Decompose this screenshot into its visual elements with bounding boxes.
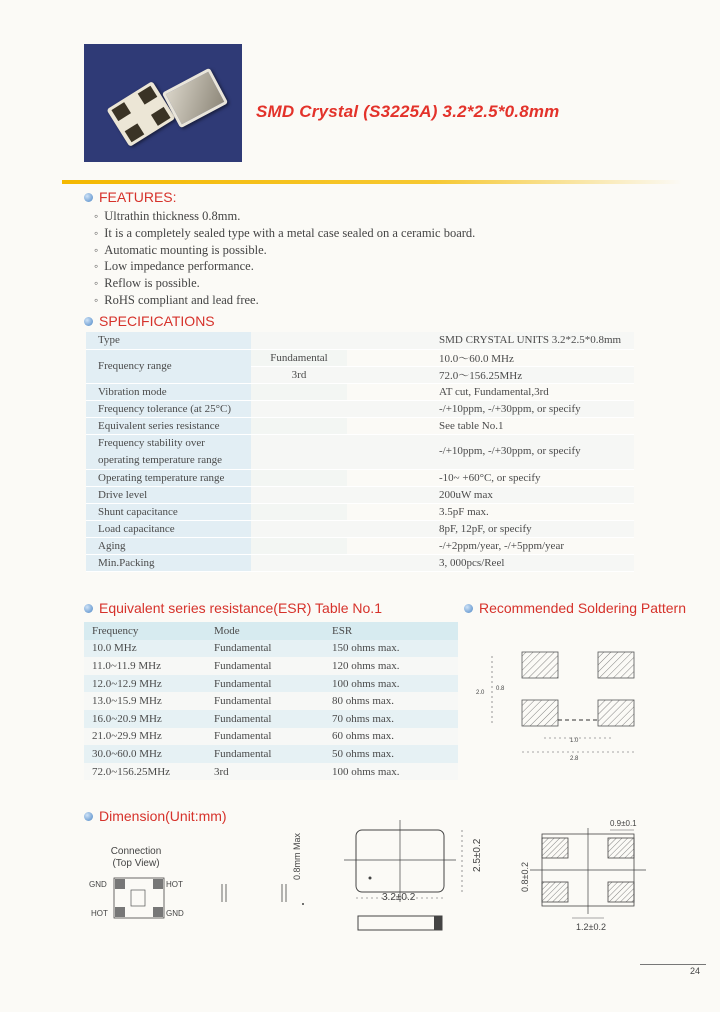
width-label: 3.2±0.2 (382, 892, 416, 903)
pad-layout-diagram (510, 814, 660, 936)
dim-inner: 1.0 (570, 738, 579, 744)
table-row: 72.0~156.25MHz 3rd 100 ohms max. (84, 763, 458, 781)
pin-label-hot-left: HOT (91, 909, 108, 918)
package-side-view (358, 916, 442, 930)
list-item: ◦ RoHS compliant and lead free. (94, 292, 475, 309)
connection-label: Connection (Top View) (110, 846, 162, 869)
list-item: ◦ Reflow is possible. (94, 275, 475, 292)
table-row: Load capacitance 8pF, 12pF, or specify (86, 520, 634, 537)
side-view-markers (214, 880, 324, 910)
solder-pad-bottom-right (598, 700, 634, 726)
features-list (94, 208, 475, 309)
table-row: Drive level 200uW max (86, 486, 634, 503)
solder-pad-bottom-left (522, 700, 558, 726)
connection-top-view-diagram (86, 872, 190, 924)
product-photo (84, 44, 242, 162)
specifications-table (86, 332, 634, 572)
table-row: Equivalent series resistance See table No.1 (86, 417, 634, 434)
page-title: SMD Crystal (S3225A) 3.2*2.5*0.8mm (256, 102, 560, 121)
table-row: 21.0~29.9 MHz Fundamental 60 ohms max. (84, 728, 458, 746)
list-item: ◦ Low impedance performance. (94, 258, 475, 275)
table-row: Vibration mode AT cut, Fundamental,3rd (86, 383, 634, 400)
height-label: 2.5±0.2 (472, 838, 483, 872)
pin-label-hot-right: HOT (166, 880, 183, 889)
table-row: Operating temperature range -10~ +60°C, or specify (86, 469, 634, 486)
table-row: 30.0~60.0 MHz Fundamental 50 ohms max. (84, 745, 458, 763)
soldering-pattern-diagram (470, 630, 710, 770)
pin-label-gnd-right: GND (166, 909, 184, 918)
list-item: ◦ Ultrathin thickness 0.8mm. (94, 208, 475, 225)
esr-table (84, 622, 458, 780)
list-item: ◦ It is a completely sealed type with a metal case sealed on a ceramic board. (94, 225, 475, 242)
table-row: Shunt capacitance 3.5pF max. (86, 503, 634, 520)
pad-bottom-left (542, 882, 568, 902)
bullet-icon (84, 317, 93, 326)
table-row: Frequency stability over operating temperature range -/+10ppm, -/+30ppm, or specify (86, 434, 634, 469)
table-row: Frequency range Fundamental 10.0～60.0 MHz (86, 349, 634, 366)
pin-gnd-top-left (115, 879, 125, 889)
esr-heading: Equivalent series resistance(ESR) Table No.1 (84, 600, 382, 616)
table-row: Frequency tolerance (at 25°C) -/+10ppm, -/+30ppm, or specify (86, 400, 634, 417)
table-row: 12.0~12.9 MHz Fundamental 100 ohms max. (84, 675, 458, 693)
bullet-icon (84, 604, 93, 613)
pin-label-gnd-left: GND (89, 880, 107, 889)
pin-gnd-bottom-right (153, 907, 163, 917)
title-divider (62, 180, 682, 184)
list-item: ◦ Automatic mounting is possible. (94, 242, 475, 259)
table-row: 3rd 72.0～156.25MHz (86, 366, 634, 383)
thickness-dimension (280, 818, 310, 884)
bullet-icon (464, 604, 473, 613)
bullet-icon (84, 812, 93, 821)
package-outline-diagram (340, 820, 490, 940)
pin-hot-top-right (153, 879, 163, 889)
pad-bottom-right (608, 882, 634, 902)
footer-rule (640, 964, 706, 965)
pin-hot-bottom-left (115, 907, 125, 917)
solder-pad-top-left (522, 652, 558, 678)
pad-height-label: 0.8±0.2 (520, 862, 530, 892)
table-row: 10.0 MHz Fundamental 150 ohms max. (84, 640, 458, 658)
dimension-heading: Dimension(Unit:mm) (84, 808, 227, 824)
pad-top-left (542, 838, 568, 858)
table-row: 16.0~20.9 MHz Fundamental 70 ohms max. (84, 710, 458, 728)
features-heading: FEATURES: (84, 189, 177, 205)
pad-top-right (608, 838, 634, 858)
table-row: Type SMD CRYSTAL UNITS 3.2*2.5*0.8mm (86, 332, 634, 349)
thickness-label: 0.8mm Max (292, 832, 302, 880)
table-header-row: Frequency Mode ESR (84, 622, 458, 640)
table-row: Min.Packing 3, 000pcs/Reel (86, 554, 634, 571)
table-row: 11.0~11.9 MHz Fundamental 120 ohms max. (84, 657, 458, 675)
bullet-icon (84, 193, 93, 202)
dim-width: 2.8 (570, 756, 579, 762)
solder-pad-top-right (598, 652, 634, 678)
soldering-heading: Recommended Soldering Pattern (464, 600, 686, 616)
pad-width-label: 0.9±0.1 (610, 819, 637, 828)
dim-height: 2.0 (476, 690, 485, 696)
pad-pitch-label: 1.2±0.2 (576, 922, 606, 932)
table-row: 13.0~15.9 MHz Fundamental 80 ohms max. (84, 692, 458, 710)
table-row: Aging -/+2ppm/year, -/+5ppm/year (86, 537, 634, 554)
specifications-heading: SPECIFICATIONS (84, 313, 215, 329)
page-number: 24 (690, 966, 701, 976)
dim-gap: 0.8 (496, 686, 505, 692)
